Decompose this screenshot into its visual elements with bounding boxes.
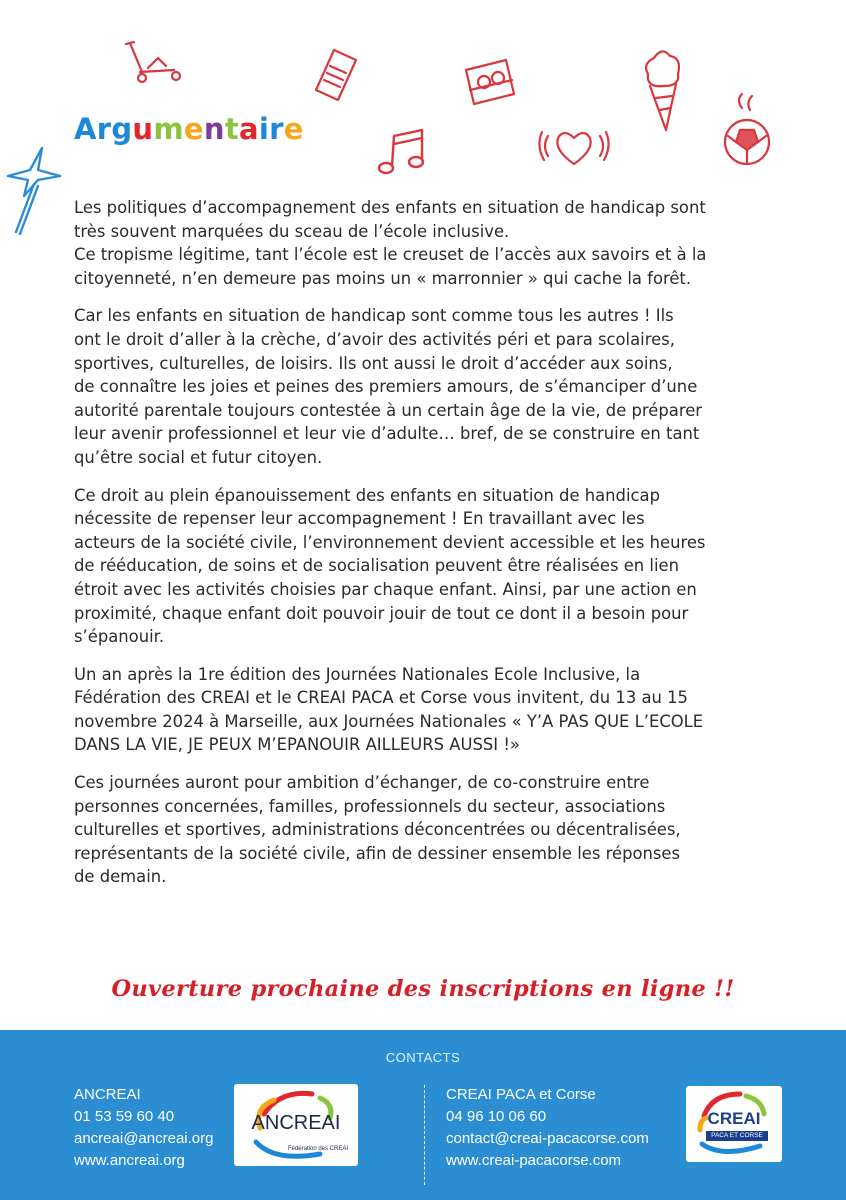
text-line: Ce droit au plein épanouissement des enfants en situation de handicap bbox=[74, 485, 660, 505]
text-line: très souvent marquées du sceau de l’école inclusive. bbox=[74, 221, 510, 241]
title-letter: n bbox=[203, 112, 225, 146]
creai-logo-subtitle: PACA ET CORSE bbox=[711, 1132, 763, 1139]
title-letter: e bbox=[183, 112, 204, 146]
text-line: autorité parentale toujours contestée à un certain âge de la vie, de préparer bbox=[74, 400, 703, 420]
text-line: de demain. bbox=[74, 867, 167, 887]
text-line: acteurs de la société civile, l’environnement devient accessible et les heures bbox=[74, 532, 706, 552]
paragraph bbox=[74, 771, 782, 889]
contact-phone[interactable]: 01 53 59 60 40 bbox=[74, 1108, 175, 1125]
title-letter: g bbox=[111, 112, 133, 146]
registration-announcement: Ouverture prochaine des inscriptions en ligne !! bbox=[111, 976, 735, 1002]
text-line: proximité, chaque enfant doit pouvoir jouir de tout ce dont il a besoin pour bbox=[74, 603, 689, 623]
text-line: Les politiques d’accompagnement des enfants en situation de handicap sont bbox=[74, 198, 706, 217]
text-line: nécessite de repenser leur accompagnement ! En travaillant avec les bbox=[74, 509, 645, 529]
contact-phone[interactable]: 04 96 10 06 60 bbox=[446, 1108, 547, 1125]
text-line: s’épanouir. bbox=[74, 627, 165, 647]
text-line: Fédération des CREAI et le CREAI PACA et Corse vous invitent, du 13 au 15 bbox=[74, 688, 688, 708]
title-letter: t bbox=[224, 112, 239, 146]
football-icon bbox=[720, 90, 774, 174]
creai-contact bbox=[446, 1084, 649, 1172]
text-line: de rééducation, de soins et de socialisation peuvent être réalisées en lien bbox=[74, 556, 679, 576]
text-line: culturelles et sportives, administrations déconcentrées ou décentralisées, bbox=[74, 820, 681, 840]
contact-website[interactable]: www.creai-pacacorse.com bbox=[446, 1152, 622, 1169]
ice-cream-icon bbox=[640, 46, 686, 136]
heart-icon bbox=[538, 120, 610, 174]
contact-name: CREAI PACA et Corse bbox=[446, 1086, 596, 1103]
title-letter: a bbox=[239, 112, 259, 146]
magic-wand-icon bbox=[4, 146, 74, 236]
title-letter: r bbox=[96, 112, 112, 146]
title-letter: r bbox=[269, 112, 284, 146]
contact-email[interactable]: ancreai@ancreai.org bbox=[74, 1130, 214, 1147]
contact-website[interactable]: www.ancreai.org bbox=[74, 1152, 185, 1169]
title-letter: A bbox=[74, 112, 97, 146]
ancreai-logo-text: ANCREAI bbox=[251, 1112, 341, 1134]
text-line: sportives, culturelles, de loisirs. Ils ont aussi le droit d’accéder aux soins, bbox=[74, 353, 673, 373]
contact-name: ANCREAI bbox=[74, 1086, 141, 1103]
paragraph bbox=[74, 663, 782, 757]
title-letter: i bbox=[258, 112, 270, 146]
ancreai-contact bbox=[74, 1084, 213, 1172]
text-line: de connaître les joies et peines des premiers amours, de s’émanciper d’une bbox=[74, 377, 698, 397]
text-line: représentants de la société civile, afin de dessiner ensemble les réponses bbox=[74, 843, 681, 863]
page-title bbox=[74, 112, 304, 146]
title-letter: e bbox=[283, 112, 304, 146]
contacts-label: CONTACTS bbox=[385, 1050, 461, 1065]
text-line: citoyenneté, n’en demeure pas moins un « marronnier » qui cache la forêt. bbox=[74, 268, 692, 288]
text-line: Un an après la 1re édition des Journées Nationales Ecole Inclusive, la bbox=[74, 664, 641, 684]
book-icon bbox=[312, 46, 360, 104]
music-note-icon bbox=[374, 128, 434, 180]
camera-icon bbox=[462, 56, 518, 110]
footer-divider bbox=[424, 1085, 426, 1185]
paragraph bbox=[74, 304, 782, 469]
paragraph bbox=[74, 196, 782, 290]
text-line: Ce tropisme légitime, tant l’école est le creuset de l’accès aux savoirs et à la bbox=[74, 245, 707, 265]
paragraph bbox=[74, 484, 782, 649]
text-line: leur avenir professionnel et leur vie d’adulte… bref, de se construire en tant bbox=[74, 424, 700, 444]
body-text bbox=[74, 196, 782, 903]
text-line: étroit avec les activités choisies par chaque enfant. Ainsi, par une action en bbox=[74, 579, 697, 599]
contacts-footer bbox=[0, 1030, 846, 1200]
scooter-icon bbox=[118, 38, 188, 88]
creai-logo bbox=[686, 1086, 782, 1162]
ancreai-logo-subtitle: Fédération des CREAI bbox=[287, 1146, 348, 1152]
text-line: novembre 2024 à Marseille, aux Journées Nationales « Y’A PAS QUE L’ECOLE bbox=[74, 711, 704, 731]
ancreai-logo bbox=[234, 1084, 358, 1166]
text-line: Car les enfants en situation de handicap sont comme tous les autres ! Ils bbox=[74, 306, 674, 326]
text-line: ont le droit d’aller à la crèche, d’avoir des activités péri et para scolaires, bbox=[74, 329, 675, 349]
text-line: Ces journées auront pour ambition d’échanger, de co-construire entre bbox=[74, 773, 650, 793]
text-line: qu’être social et futur citoyen. bbox=[74, 447, 323, 467]
text-line: personnes concernées, familles, professionnels du secteur, associations bbox=[74, 796, 666, 816]
title-letter: u bbox=[132, 112, 154, 146]
contact-email[interactable]: contact@creai-pacacorse.com bbox=[446, 1130, 649, 1147]
text-line: DANS LA VIE, JE PEUX M’EPANOUIR AILLEURS AUSSI !» bbox=[74, 735, 520, 755]
title-letter: m bbox=[153, 112, 184, 146]
creai-logo-text: CREAI bbox=[707, 1109, 761, 1128]
